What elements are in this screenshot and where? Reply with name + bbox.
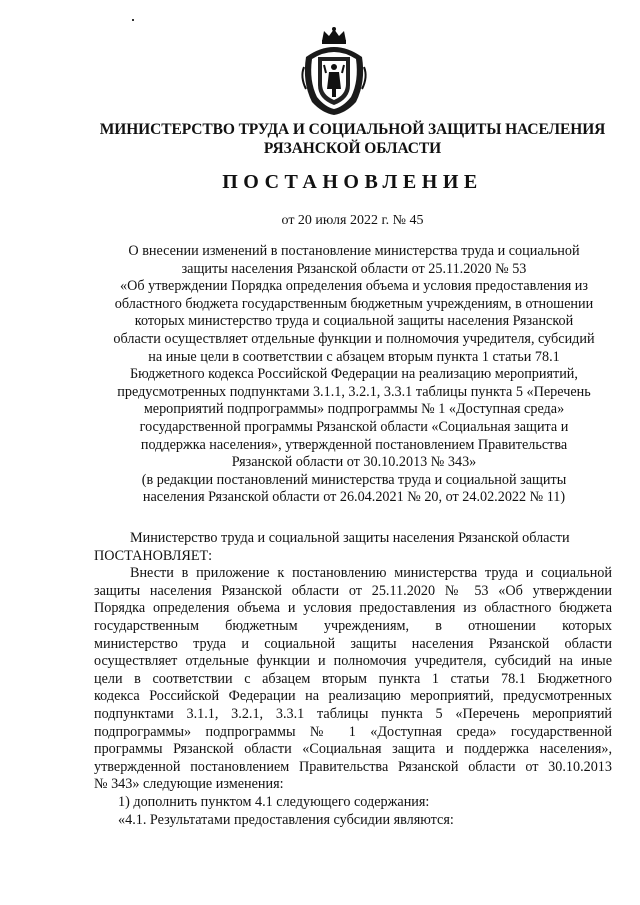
date-number: от 20 июля 2022 г. № 45 — [281, 213, 424, 228]
body-line: «4.1. Результатами предоставления субсидии являются: — [118, 811, 454, 828]
subject-block — [94, 243, 614, 507]
ministry-line-1: МИНИСТЕРСТВО ТРУДА И СОЦИАЛЬНОЙ ЗАЩИТЫ НАСЕЛЕНИЯ — [99, 121, 606, 138]
ministry-line-2: РЯЗАНСКОЙ ОБЛАСТИ — [263, 140, 442, 157]
subject-line: предусмотренных подпунктами 3.1.1, 3.2.1, 3.3.1 таблицы пункта 5 «Перечень — [117, 383, 591, 400]
subject-line: О внесении изменений в постановление министерства труда и социальной — [128, 243, 580, 259]
body-line: защиты населения Рязанской области от 25.11.2020 № 53 «Об утверждении — [94, 582, 612, 599]
subject-line: Рязанской области от 30.10.2013 № 343» — [231, 454, 477, 471]
body-line: программы Рязанской области «Социальная защита и поддержка населения», — [94, 741, 612, 758]
coat-of-arms-icon — [298, 27, 370, 115]
body-text — [94, 530, 612, 829]
body-line: министерство труда и социальной защиты населения Рязанской области — [94, 635, 612, 652]
subject-line: населения Рязанской области от 26.04.2021 № 20, от 24.02.2022 № 11) — [142, 489, 566, 506]
subject-line: государственной программы Рязанской области «Социальная защита и — [139, 418, 569, 435]
subject-line: областного бюджета государственным бюджетным учреждениям, в отношении — [114, 295, 594, 312]
body-line: № 343» следующие изменения: — [94, 776, 284, 793]
body-line: Порядка определения объема и условия предоставления из областного бюджета — [94, 600, 612, 617]
body-line: 1) дополнить пунктом 4.1 следующего содержания: — [118, 793, 430, 810]
subject-line: которых министерство труда и социальной защиты населения Рязанской — [134, 313, 574, 330]
subject-line: области осуществляет отдельные функции и полномочия учредителя, субсидий — [113, 330, 595, 347]
subject-line: (в редакции постановлений министерства труда и социальной защиты — [141, 471, 567, 488]
body-line: ПОСТАНОВЛЯЕТ: — [94, 547, 213, 564]
body-line: Министерство труда и социальной защиты населения Рязанской области — [130, 530, 570, 546]
body-line: Внести в приложение к постановлению министерства труда и социальной — [130, 565, 612, 582]
subject-line: поддержка населения», утвержденной постановлением Правительства — [140, 436, 568, 453]
ministry-name — [60, 120, 640, 158]
subject-line: Бюджетного кодекса Российской Федерации на реализацию мероприятий, — [130, 366, 578, 383]
body-line: подпунктами 3.1.1, 3.2.1, 3.3.1 таблицы пункта 5 «Перечень мероприятий — [94, 705, 612, 722]
subject-line: защиты населения Рязанской области от 25.11.2020 № 53 — [181, 260, 527, 277]
body-line: кодекса Российской Федерации на реализацию мероприятий, предусмотренных — [94, 688, 612, 705]
body-line: осуществляет отдельные функции и полномочия учредителя, субсидий на иные — [94, 653, 612, 670]
body-line: государственным бюджетным учреждениям, в отношении которых — [94, 617, 612, 634]
body-line: подпрограммы» подпрограммы № 1 «Доступная среда» государственной — [94, 723, 612, 740]
subject-line: мероприятий подпрограммы» подпрограммы № 1 «Доступная среда» — [143, 401, 565, 418]
scan-speck — [132, 19, 134, 21]
subject-line: «Об утверждении Порядка определения объема и условия предоставления из — [120, 278, 588, 295]
body-line: утвержденной постановлением Правительства Рязанской области от 30.10.2013 — [94, 758, 612, 775]
body-line: цели в соответствии с абзацем вторым пункта 1 статьи 78.1 Бюджетного — [94, 670, 612, 687]
subject-line: на иные цели в соответствии с абзацем вторым пункта 1 статьи 78.1 — [148, 348, 560, 365]
document-title: ПОСТАНОВЛЕНИЕ — [222, 171, 483, 193]
